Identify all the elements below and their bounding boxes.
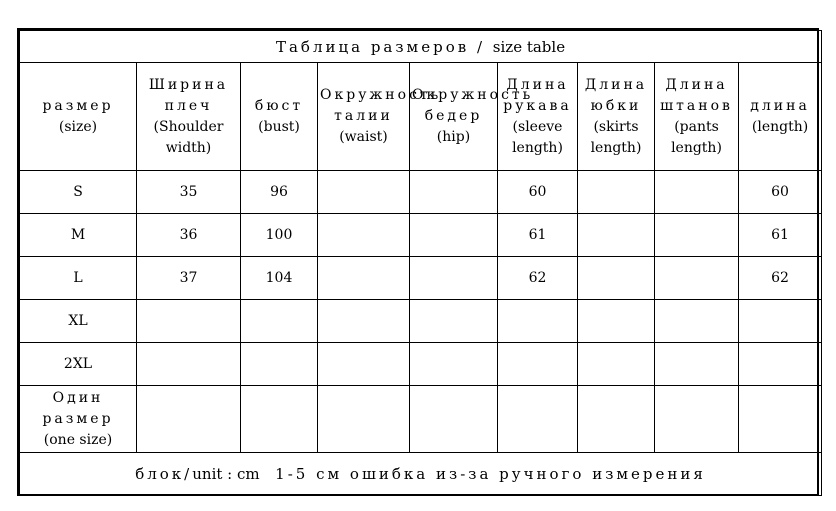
column-header-hip bbox=[410, 63, 534, 171]
cell-shoulder: 36 bbox=[137, 214, 241, 257]
cell-bust bbox=[241, 343, 318, 386]
size-table-body bbox=[20, 31, 822, 496]
column-header-shoulder-en: (Shoulder width) bbox=[153, 118, 224, 156]
column-header-bust-ru: бюст bbox=[254, 97, 304, 114]
cell-bust: 104 bbox=[241, 257, 318, 300]
cell-size: S bbox=[20, 171, 137, 214]
cell-sleeve bbox=[498, 300, 578, 343]
cell-waist bbox=[318, 386, 410, 453]
cell-length bbox=[739, 300, 822, 343]
table-row bbox=[20, 343, 822, 386]
cell-skirts bbox=[578, 300, 655, 343]
table-row bbox=[20, 257, 822, 300]
cell-pants bbox=[655, 214, 739, 257]
cell-length: 61 bbox=[739, 214, 822, 257]
cell-sleeve: 60 bbox=[498, 171, 578, 214]
column-header-hip-en: (hip) bbox=[436, 129, 471, 145]
column-header-hip-ru: Окружность бедер bbox=[412, 87, 534, 124]
cell-hip bbox=[410, 257, 498, 300]
cell-sleeve: 61 bbox=[498, 214, 578, 257]
header-row bbox=[20, 63, 822, 171]
cell-bust bbox=[241, 300, 318, 343]
column-header-length-ru: длина bbox=[750, 97, 810, 114]
table-row bbox=[20, 300, 822, 343]
cell-sleeve bbox=[498, 343, 578, 386]
column-header-bust bbox=[241, 63, 318, 171]
cell-shoulder bbox=[137, 343, 241, 386]
cell-shoulder bbox=[137, 386, 241, 453]
cell-sleeve: 62 bbox=[498, 257, 578, 300]
cell-pants bbox=[655, 343, 739, 386]
table-title-ru: Таблица размеров / bbox=[275, 37, 486, 56]
cell-waist bbox=[318, 171, 410, 214]
cell-size: L bbox=[20, 257, 137, 300]
footer-note bbox=[20, 453, 822, 496]
column-header-sleeve bbox=[498, 63, 578, 171]
cell-waist bbox=[318, 214, 410, 257]
column-header-waist bbox=[318, 63, 442, 171]
column-header-length bbox=[739, 63, 822, 171]
cell-size: 2XL bbox=[20, 343, 137, 386]
cell-skirts bbox=[578, 214, 655, 257]
column-header-length-en: (length) bbox=[751, 118, 809, 135]
cell-length bbox=[739, 343, 822, 386]
cell-hip bbox=[410, 386, 498, 453]
cell-shoulder: 35 bbox=[137, 171, 241, 214]
cell-shoulder: 37 bbox=[137, 257, 241, 300]
title-row bbox=[20, 31, 822, 63]
cell-size: M bbox=[20, 214, 137, 257]
one-size-label-ru: Один размер bbox=[42, 389, 114, 427]
size-table bbox=[19, 30, 822, 496]
table-row-one-size bbox=[20, 386, 822, 453]
cell-shoulder bbox=[137, 300, 241, 343]
column-header-pants-en: (pants length) bbox=[671, 118, 722, 156]
cell-waist bbox=[318, 300, 410, 343]
cell-length bbox=[739, 386, 822, 453]
cell-hip bbox=[410, 343, 498, 386]
cell-size-one-size bbox=[20, 386, 137, 453]
cell-skirts bbox=[578, 343, 655, 386]
footer-unit-ru: блок/ bbox=[135, 465, 193, 483]
cell-pants bbox=[655, 171, 739, 214]
table-row bbox=[20, 214, 822, 257]
cell-size: XL bbox=[20, 300, 137, 343]
column-header-waist-en: (waist) bbox=[339, 129, 388, 145]
footer-row bbox=[20, 453, 822, 496]
column-header-skirts-ru: Длина юбки bbox=[584, 76, 648, 114]
cell-bust: 100 bbox=[241, 214, 318, 257]
footer-unit-en: unit : cm bbox=[192, 465, 260, 483]
cell-length: 60 bbox=[739, 171, 822, 214]
column-header-skirts bbox=[578, 63, 655, 171]
cell-skirts bbox=[578, 257, 655, 300]
cell-hip bbox=[410, 300, 498, 343]
cell-pants bbox=[655, 386, 739, 453]
footer-measurement-note: 1-5 см ошибка из-за ручного измерения bbox=[275, 465, 706, 483]
table-row bbox=[20, 171, 822, 214]
column-header-shoulder-ru: Ширина плеч bbox=[148, 76, 229, 114]
column-header-bust-en: (bust) bbox=[258, 118, 300, 135]
cell-hip bbox=[410, 171, 498, 214]
column-header-skirts-en: (skirts length) bbox=[590, 118, 642, 156]
column-header-pants-ru: Длина штанов bbox=[660, 76, 733, 114]
cell-pants bbox=[655, 300, 739, 343]
table-title bbox=[20, 31, 822, 63]
cell-skirts bbox=[578, 171, 655, 214]
column-header-sleeve-ru: Длина рукава bbox=[503, 76, 572, 114]
column-header-shoulder bbox=[137, 63, 241, 171]
cell-skirts bbox=[578, 386, 655, 453]
cell-hip bbox=[410, 214, 498, 257]
column-header-size bbox=[20, 63, 137, 171]
column-header-size-ru: размер bbox=[42, 97, 114, 114]
cell-sleeve bbox=[498, 386, 578, 453]
cell-bust bbox=[241, 386, 318, 453]
cell-bust: 96 bbox=[241, 171, 318, 214]
column-header-size-en: (size) bbox=[58, 118, 98, 135]
cell-length: 62 bbox=[739, 257, 822, 300]
table-title-en: size table bbox=[492, 37, 566, 56]
size-table-sheet bbox=[17, 28, 819, 496]
column-header-sleeve-en: (sleeve length) bbox=[512, 118, 563, 156]
cell-pants bbox=[655, 257, 739, 300]
cell-waist bbox=[318, 257, 410, 300]
cell-waist bbox=[318, 343, 410, 386]
one-size-label-en: (one size) bbox=[43, 431, 113, 448]
column-header-pants bbox=[655, 63, 739, 171]
column-header-waist-ru: Окружность талии bbox=[320, 87, 442, 124]
